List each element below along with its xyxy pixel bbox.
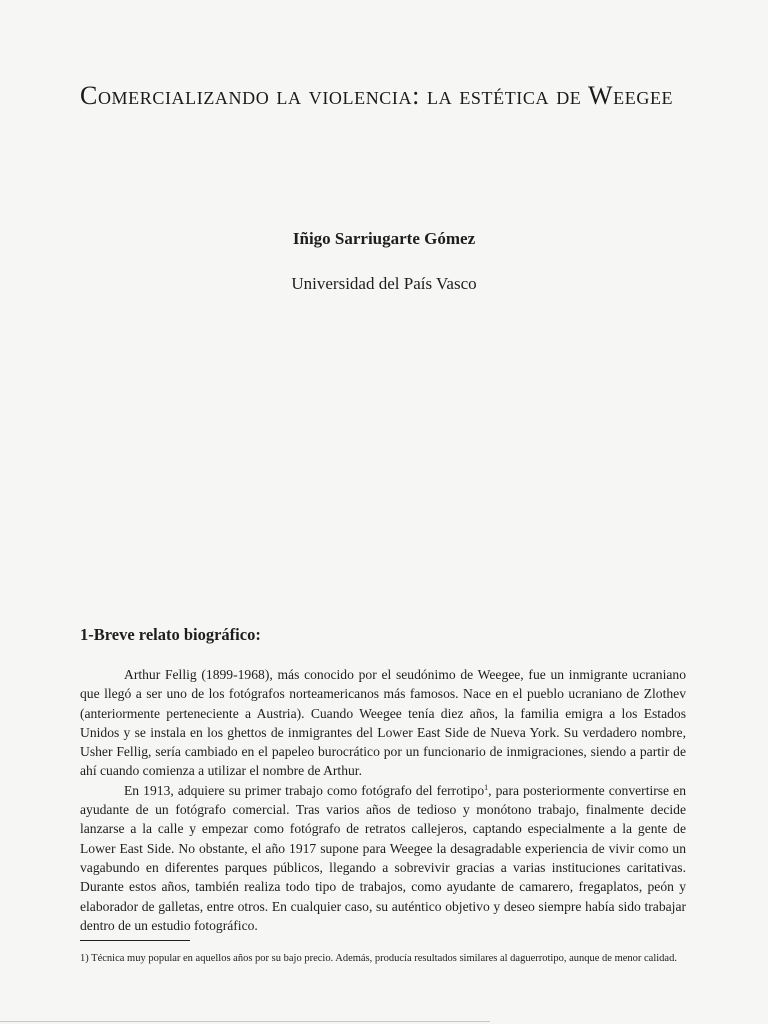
author-name: Iñigo Sarriugarte Gómez (292, 229, 476, 248)
page-bottom-divider (0, 1021, 490, 1022)
footnote: 1) Técnica muy popular en aquellos años por su bajo precio. Además, producía resultados similares al daguerrotipo, aunque de menor calidad. (80, 953, 677, 964)
paragraph (80, 781, 686, 935)
article-title: Comercializando la violencia: la estética de Weegee (80, 81, 674, 110)
body-text (80, 665, 686, 935)
footnote-divider (80, 940, 190, 941)
author-affiliation: Universidad del País Vasco (291, 274, 477, 293)
footnote-reference[interactable]: 1 (484, 782, 489, 792)
paragraph-text: , para posteriormente convertirse en ayudante de un fotógrafo comercial. Tras varios años de tedioso y monótono trabajo, finalmente decide lanzarse a la calle y empezar como fotógrafo de retratos callejeros, captando especialmente a la gente de Lower East Side. No obstante, el año 1917 supone para Weegee la desagradable experiencia de vivir como un vagabundo en diferentes parques públicos, llegando a sobrevivir gracias a varias instituciones caritativas. Durante estos años, también realiza todo tipo de trabajos, como ayudante de camarero, fregaplatos, peón y elaborador de galletas, entre otros. En cualquier caso, su auténtico objetivo y deseo siempre había sido trabajar dentro de un estudio fotográfico. (80, 782, 686, 933)
paragraph-text: En 1913, adquiere su primer trabajo como fotógrafo del ferrotipo (124, 782, 485, 798)
paragraph: Arthur Fellig (1899-1968), más conocido por el seudónimo de Weegee, fue un inmigrante ucraniano que llegó a ser uno de los fotógrafos norteamericanos más famosos. Nace en el pueblo ucraniano de Zlothev (anteriormente perteneciente a Austria). Cuando Weegee tenía diez años, la familia emigra a los Estados Unidos y se instala en los ghettos de inmigrantes del Lower East Side de Nueva York. Su verdadero nombre, Usher Fellig, sería cambiado en el papeleo burocrático por un funcionario de inmigraciones, siendo a partir de ahí cuando comienza a utilizar el nombre de Arthur. (80, 667, 686, 779)
section-heading: 1-Breve relato biográfico: (80, 625, 261, 644)
